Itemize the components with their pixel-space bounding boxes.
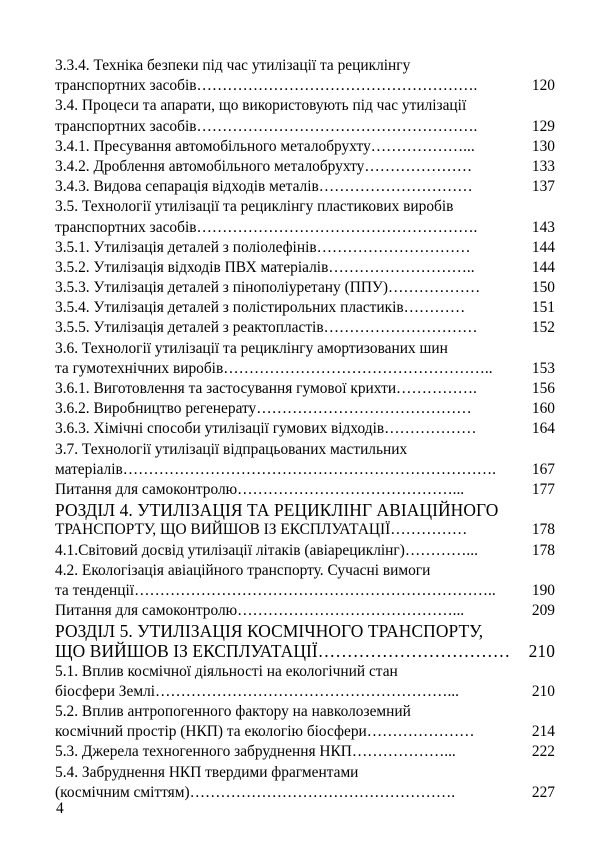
toc-entry	[55, 621, 555, 641]
toc-entry-text: 3.6.2. Виробництво регенерату……………………………………	[55, 400, 472, 418]
toc-entry-page: 137	[531, 178, 555, 196]
toc-entry-text: ТРАНСПОРТУ, ЩО ВИЙШОВ ІЗ ЕКСПЛУАТАЦІЇ……………	[55, 521, 468, 539]
toc-entry-text: біосфери Землі…………………………………………………...	[55, 682, 459, 700]
toc-entry-page: 156	[531, 380, 555, 397]
toc-entry-page: 120	[531, 77, 555, 95]
toc-entry	[55, 96, 555, 116]
toc-entry-text: 3.5.2. Утилізація відходів ПВХ матеріалів………………………..	[55, 258, 475, 276]
toc-entry	[55, 238, 555, 258]
toc-entry-page: 144	[531, 238, 555, 256]
toc-entry-text: та гумотехнічних виробів……………………………………………..	[55, 359, 493, 377]
toc-entry-text: 3.4. Процеси та апарати, що використовують під час утилізації	[55, 97, 467, 115]
toc-entry-text: 3.5.5. Утилізація деталей з реактопластів…………………………	[55, 319, 478, 337]
toc-entry	[55, 177, 555, 197]
toc-entry	[55, 339, 555, 359]
toc-entry-text: 3.6.3. Хімічні способи утилізації гумових відходів………………	[55, 420, 477, 438]
toc-entry	[55, 440, 555, 460]
toc-entry	[55, 76, 555, 96]
toc-entry-page: 151	[531, 299, 555, 317]
toc-entry-page: 133	[531, 157, 555, 175]
toc-entry-text: ЩО ВИЙШОВ ІЗ ЕКСПЛУАТАЦІЇ……………………………	[55, 641, 511, 662]
toc-entry	[55, 258, 555, 278]
toc-entry-page: 178	[531, 521, 555, 539]
toc-entry-page: 227	[531, 783, 555, 801]
toc-entry-text: 5.3. Джерела техногенного забруднення НКП………………...	[55, 743, 456, 761]
toc-entry	[55, 56, 555, 76]
toc-entry-text: матеріалів……………………………………………………………….	[55, 460, 497, 478]
toc-entry	[55, 218, 555, 238]
toc-entry-text: транспортних засобів……………………………………………….	[55, 77, 478, 95]
toc-entry-page: 130	[531, 137, 555, 155]
toc-entry-text: 5.4. Забруднення НКП твердими фрагментами	[55, 763, 359, 781]
toc-entry-page: 210	[531, 682, 555, 700]
toc-entry	[55, 197, 555, 217]
toc-entry-text: 5.1. Вплив космічної діяльності на екологічний стан	[55, 662, 398, 680]
toc-entry-text: транспортних засобів……………………………………………….	[55, 218, 478, 236]
toc-entry	[55, 500, 555, 520]
toc-entry	[55, 117, 555, 137]
toc-entry	[55, 541, 555, 561]
toc-entry-page: 152	[531, 319, 555, 337]
toc-entry-page: 214	[531, 723, 555, 741]
toc-entry-text: 4.2. Екологізація авіаційного транспорту. Сучасні вимоги	[55, 561, 431, 579]
page-number: 4	[56, 800, 64, 817]
toc-entry-text: (космічним сміттям)…………………………………………….	[55, 783, 456, 801]
toc-entry	[55, 682, 555, 702]
toc-entry	[55, 662, 555, 682]
table-of-contents	[55, 56, 555, 803]
toc-entry-page: 153	[531, 359, 555, 377]
toc-entry	[55, 601, 555, 621]
toc-entry-page: 144	[531, 258, 555, 276]
toc-entry-text: 3.4.2. Дроблення автомобільного металобрухту…………………	[55, 157, 473, 175]
toc-entry	[55, 520, 555, 540]
toc-entry-page: 177	[531, 480, 555, 498]
toc-entry-text: 3.5. Технології утилізації та рециклінгу пластикових виробів	[55, 198, 454, 216]
toc-entry-page: 190	[531, 581, 555, 599]
toc-entry	[55, 480, 555, 500]
toc-entry-text: 3.5.3. Утилізація деталей з пінополіуретану (ППУ)………………	[55, 279, 481, 297]
toc-entry-page: 164	[531, 420, 555, 438]
toc-entry-text: 3.3.4. Техніка безпеки під час утилізації та рециклінгу	[55, 57, 411, 74]
toc-entry-text: 3.5.4. Утилізація деталей з полістирольних пластиків…………	[55, 299, 466, 317]
toc-entry-page: 150	[531, 279, 555, 297]
toc-entry	[55, 763, 555, 783]
toc-entry-text: Питання для самоконтролю……………………………………...	[55, 480, 465, 498]
toc-entry-text: 3.7. Технології утилізації відпрацьованих мастильних	[55, 440, 408, 458]
toc-entry-text: 3.6. Технології утилізації та рециклінгу амортизованих шин	[55, 339, 448, 357]
toc-entry	[55, 137, 555, 157]
toc-entry-page: 129	[531, 117, 555, 135]
toc-entry-text: 3.4.3. Видова сепарація відходів металів…………………………	[55, 178, 473, 196]
toc-entry-page: 209	[531, 602, 555, 620]
toc-entry-page: 160	[531, 400, 555, 418]
toc-entry-page: 167	[531, 460, 555, 478]
toc-entry	[55, 278, 555, 298]
toc-entry-text: та тенденції……………………………………………………………..	[55, 581, 496, 599]
toc-entry-text: 3.4.1. Пресування автомобільного металобрухту………………...	[55, 137, 475, 155]
toc-entry	[55, 359, 555, 379]
toc-entry	[55, 641, 555, 661]
toc-entry-text: 5.2. Вплив антропогенного фактору на навколоземний	[55, 703, 411, 720]
toc-entry-text: РОЗДІЛ 5. УТИЛІЗАЦІЯ КОСМІЧНОГО ТРАНСПОРТУ,	[55, 621, 484, 642]
toc-entry	[55, 298, 555, 318]
toc-entry-text: 3.5.1. Утилізація деталей з поліолефінів…………………………	[55, 238, 471, 256]
toc-entry	[55, 460, 555, 480]
toc-entry-page: 222	[531, 743, 555, 761]
toc-entry-text: РОЗДІЛ 4. УТИЛІЗАЦІЯ ТА РЕЦИКЛІНГ АВІАЦІЙНОГО	[55, 500, 499, 521]
toc-entry	[55, 581, 555, 601]
toc-entry	[55, 157, 555, 177]
toc-entry	[55, 379, 555, 399]
toc-entry	[55, 702, 555, 722]
toc-entry	[55, 318, 555, 338]
toc-entry-page: 178	[531, 541, 555, 559]
toc-entry-text: 4.1.Світовий досвід утилізації літаків (авіарециклінг)…………...	[55, 541, 478, 559]
toc-entry	[55, 783, 555, 803]
toc-entry-page: 210	[528, 641, 555, 662]
toc-entry	[55, 722, 555, 742]
toc-entry-text: 3.6.1. Виготовлення та застосування гумової крихти…………….	[55, 380, 477, 397]
toc-entry-text: космічний простір (НКП) та екологію біосфери…………………	[55, 723, 475, 741]
toc-entry	[55, 561, 555, 581]
toc-entry-page: 143	[531, 218, 555, 236]
toc-entry	[55, 419, 555, 439]
toc-entry-text: транспортних засобів……………………………………………….	[55, 117, 478, 135]
toc-entry	[55, 399, 555, 419]
toc-entry	[55, 742, 555, 762]
toc-entry-text: Питання для самоконтролю……………………………………...	[55, 602, 465, 620]
